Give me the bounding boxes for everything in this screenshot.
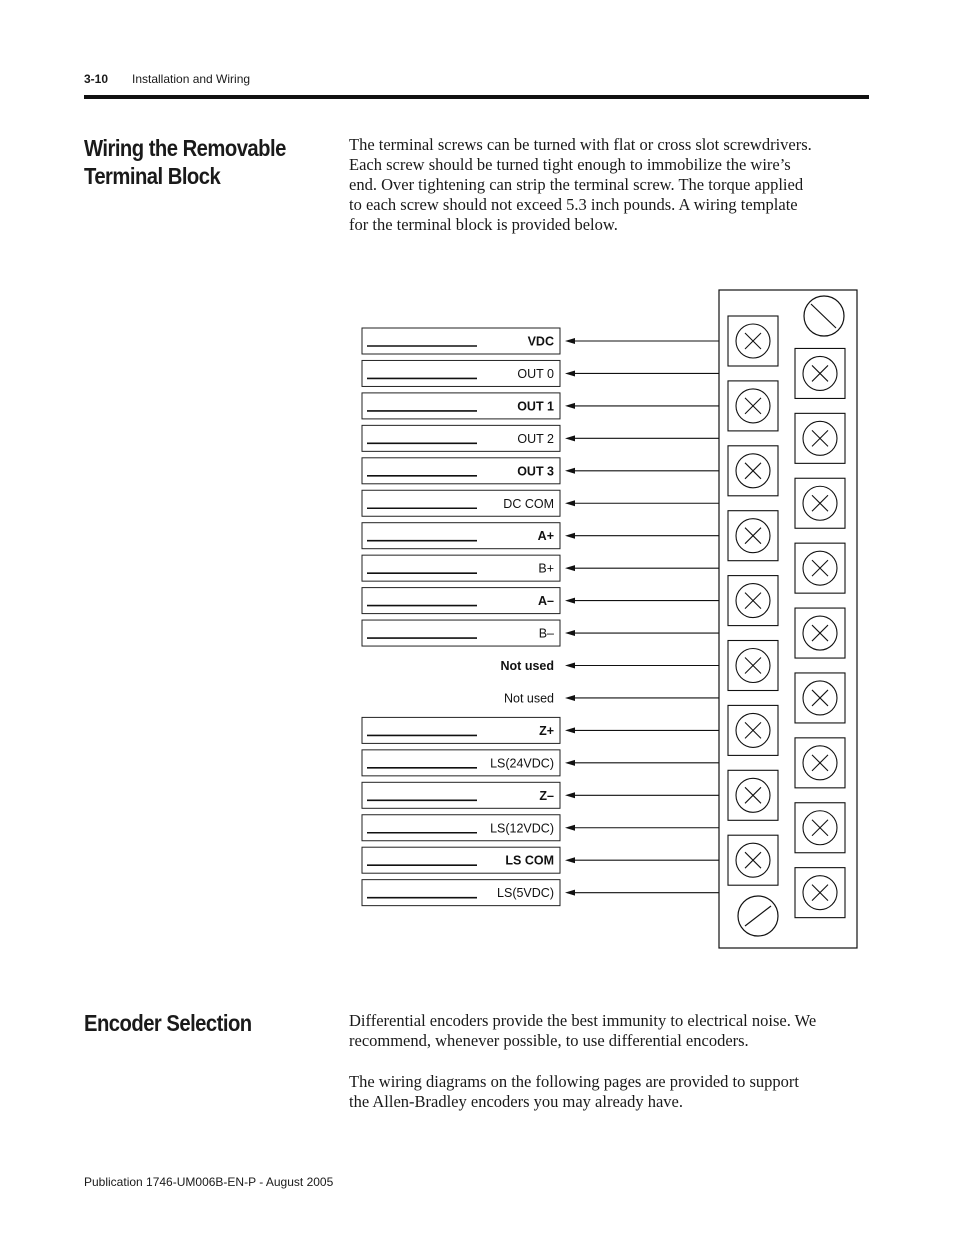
cross-screw-icon <box>728 770 778 820</box>
cross-screw-icon <box>728 641 778 691</box>
text-line: Differential encoders provide the best immunity to electrical noise. We <box>349 1011 817 1030</box>
arrowhead <box>565 663 575 669</box>
terminal-label: LS(12VDC) <box>490 821 554 836</box>
terminal-label: B– <box>538 626 554 641</box>
text-line: the Allen-Bradley encoders you may already have. <box>349 1092 683 1111</box>
terminal-label-box <box>362 555 560 581</box>
cross-screw-icon <box>795 868 845 918</box>
terminal-label-box <box>362 620 560 646</box>
terminal-label: Z+ <box>539 723 554 738</box>
terminal-label: Not used <box>503 691 554 706</box>
terminal-label-box <box>362 782 560 808</box>
text-line: for the terminal block is provided below. <box>349 215 618 234</box>
heading-line: Wiring the Removable <box>84 135 286 161</box>
arrowhead <box>565 370 575 376</box>
arrowhead <box>565 468 575 474</box>
arrowhead <box>565 403 575 409</box>
terminal-label: OUT 3 <box>517 464 554 479</box>
arrowhead <box>565 435 575 441</box>
encoder-paragraph-1 <box>349 1011 869 1051</box>
terminal-label: Z– <box>539 788 554 803</box>
cross-screw-icon <box>795 803 845 853</box>
terminal-label-box <box>362 588 560 614</box>
encoder-paragraph-2 <box>349 1072 869 1112</box>
arrowhead <box>565 533 575 539</box>
terminal-label: LS(24VDC) <box>490 756 554 771</box>
text-line: The terminal screws can be turned with flat or cross slot screwdrivers. <box>349 135 812 154</box>
cross-screw-icon <box>728 316 778 366</box>
text-line: recommend, whenever possible, to use differential encoders. <box>349 1031 749 1050</box>
arrowhead <box>565 890 575 896</box>
terminal-label: OUT 1 <box>517 399 554 414</box>
arrowhead <box>565 857 575 863</box>
cross-screw-icon <box>795 543 845 593</box>
terminal-label-box <box>362 523 560 549</box>
arrowhead <box>565 500 575 506</box>
cross-screw-icon <box>728 381 778 431</box>
cross-screw-icon <box>728 835 778 885</box>
heading-line: Encoder Selection <box>84 1010 252 1036</box>
terminal-label: DC COM <box>503 496 554 511</box>
section-heading-encoder <box>84 1009 252 1037</box>
heading-line: Terminal Block <box>84 163 221 189</box>
terminal-label: A– <box>538 594 554 609</box>
page-number: 3-10 <box>84 72 109 86</box>
terminal-label-box <box>362 717 560 743</box>
text-line: Each screw should be turned tight enough to immobilize the wire’s <box>349 155 791 174</box>
text-line: to each screw should not exceed 5.3 inch pounds. A wiring template <box>349 195 798 214</box>
top-retaining-screw-icon <box>804 296 844 336</box>
cross-screw-icon <box>795 413 845 463</box>
cross-screw-icon <box>795 673 845 723</box>
cross-screw-icon <box>795 738 845 788</box>
arrowhead <box>565 760 575 766</box>
cross-screw-icon <box>728 576 778 626</box>
terminal-label: LS(5VDC) <box>497 886 554 901</box>
terminal-label: Not used <box>500 659 554 673</box>
arrowhead <box>565 630 575 636</box>
arrowhead <box>565 565 575 571</box>
bottom-retaining-screw-icon <box>738 896 778 936</box>
terminal-label: OUT 0 <box>517 366 554 381</box>
text-line: end. Over tightening can strip the terminal screw. The torque applied <box>349 175 804 194</box>
terminal-label: LS COM <box>505 853 554 868</box>
arrowhead <box>565 825 575 831</box>
text-line: The wiring diagrams on the following pages are provided to support <box>349 1072 799 1091</box>
terminal-label: VDC <box>527 334 554 349</box>
cross-screw-icon <box>728 446 778 496</box>
cross-screw-icon <box>795 478 845 528</box>
cross-screw-icon <box>728 705 778 755</box>
terminal-label: B+ <box>538 561 554 576</box>
terminal-label: A+ <box>537 529 554 544</box>
publication-footer: Publication 1746-UM006B-EN-P - August 2005 <box>84 1175 334 1189</box>
cross-screw-icon <box>795 608 845 658</box>
terminal-label: OUT 2 <box>517 431 554 446</box>
cross-screw-icon <box>795 348 845 398</box>
arrowhead <box>565 792 575 798</box>
arrowhead <box>565 695 575 701</box>
cross-screw-icon <box>728 511 778 561</box>
arrowhead <box>565 727 575 733</box>
arrowhead <box>565 338 575 344</box>
arrowhead <box>565 598 575 604</box>
running-section-title: Installation and Wiring <box>132 72 251 86</box>
